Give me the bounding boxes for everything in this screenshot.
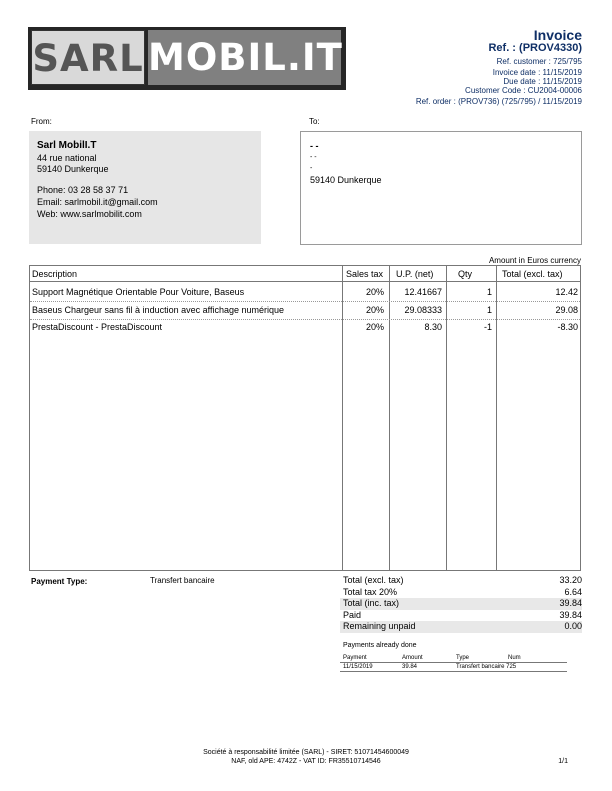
total-inc-tax-row (340, 598, 582, 610)
ref-order: Ref. order : (PROV736) (725/795) / 11/15/2019 (415, 97, 582, 106)
total-excl-tax-row (340, 575, 582, 587)
header-total: Total (excl. tax) (502, 269, 563, 279)
recipient-line2: - - (310, 154, 317, 161)
payment-type-label: Payment Type: (31, 577, 88, 586)
header-description: Description (32, 269, 78, 279)
row-tax: 20% (365, 287, 384, 297)
line-items-table (29, 265, 581, 571)
sender-name: Sarl MobilI.T (37, 140, 97, 151)
pd-amount: 39.84 (402, 664, 418, 670)
paid-row (340, 610, 582, 622)
row-total: -8.30 (557, 322, 578, 332)
sender-address-box (29, 131, 261, 244)
total-value: 0.00 (564, 621, 582, 631)
ph-payment: Payment (343, 655, 367, 661)
ph-amount: Amount (402, 655, 423, 661)
row-unit-price: 29.08333 (404, 305, 442, 315)
row-qty: 1 (486, 305, 492, 315)
total-value: 39.84 (559, 610, 582, 620)
row-qty: -1 (483, 322, 492, 332)
ref-customer: Ref. customer : 725/795 (496, 57, 582, 66)
row-tax: 20% (365, 322, 384, 332)
company-logo (28, 27, 346, 90)
total-label: Paid (343, 610, 362, 620)
total-label: Total tax 20% (343, 587, 398, 597)
payments-done-title: Payments already done (343, 642, 417, 649)
payments-done-table (340, 652, 567, 672)
row-tax: 20% (365, 305, 384, 315)
invoice-ref: Ref. : (PROV4330) (488, 42, 582, 54)
to-label: To: (309, 117, 320, 126)
total-label: Total (inc. tax) (343, 598, 400, 608)
header-unit-price: U.P. (net) (396, 269, 434, 279)
row-description: Baseus Chargeur sans fil à induction avec affichage numérique (32, 305, 284, 315)
footer-line1: Société à responsabilité limitée (SARL) - SIRET: 51071454600049 (203, 749, 409, 756)
total-value: 39.84 (559, 598, 582, 608)
row-unit-price: 12.41667 (404, 287, 442, 297)
pd-payment: 11/15/2019 (343, 664, 373, 670)
currency-note: Amount in Euros currency (488, 256, 581, 265)
row-description: PrestaDiscount - PrestaDiscount (32, 322, 163, 332)
total-label: Total (excl. tax) (343, 575, 404, 585)
header-qty: Qty (458, 269, 473, 279)
sender-street: 44 rue national (37, 153, 97, 163)
recipient-city: 59140 Dunkerque (310, 175, 382, 185)
payments-header-row (340, 654, 567, 663)
total-label: Remaining unpaid (343, 621, 416, 631)
sender-city: 59140 Dunkerque (37, 164, 109, 174)
ph-num: Num (508, 655, 521, 661)
logo-text-right: MOBIL.IT (148, 30, 341, 85)
total-tax-row (340, 587, 582, 599)
sender-email: Email: sarlmobil.it@gmail.com (37, 197, 158, 207)
sender-phone: Phone: 03 28 58 37 71 (37, 185, 129, 195)
payments-data-row (340, 663, 567, 672)
remaining-unpaid-row (340, 621, 582, 633)
logo-text-left: SARL (31, 30, 145, 85)
page-number: 1/1 (558, 758, 568, 765)
ph-type: Type (456, 655, 470, 661)
footer-line2: NAF, old APE: 4742Z - VAT ID: FR35510714546 (231, 758, 381, 765)
recipient-line3: - (310, 165, 313, 172)
total-value: 33.20 (559, 575, 582, 585)
pd-type: Transfert bancaire 725 (456, 664, 517, 670)
payment-type-value: Transfert bancaire (150, 576, 215, 585)
row-unit-price: 8.30 (424, 322, 442, 332)
customer-code: Customer Code : CU2004-00006 (465, 86, 582, 95)
sender-web: Web: www.sarlmobilit.com (37, 209, 142, 219)
header-sales-tax: Sales tax (346, 269, 384, 279)
table-row (30, 318, 580, 336)
invoice-date: Invoice date : 11/15/2019 (492, 68, 582, 77)
due-date: Due date : 11/15/2019 (503, 77, 582, 86)
recipient-name: - - (310, 141, 319, 151)
invoice-title: Invoice (533, 27, 582, 43)
row-total: 29.08 (555, 305, 578, 315)
from-label: From: (31, 117, 52, 126)
recipient-address-box (300, 131, 582, 245)
table-row (30, 283, 580, 302)
row-qty: 1 (486, 287, 492, 297)
total-value: 6.64 (564, 587, 582, 597)
row-description: Support Magnétique Orientable Pour Voiture, Baseus (32, 287, 245, 297)
row-total: 12.42 (555, 287, 578, 297)
